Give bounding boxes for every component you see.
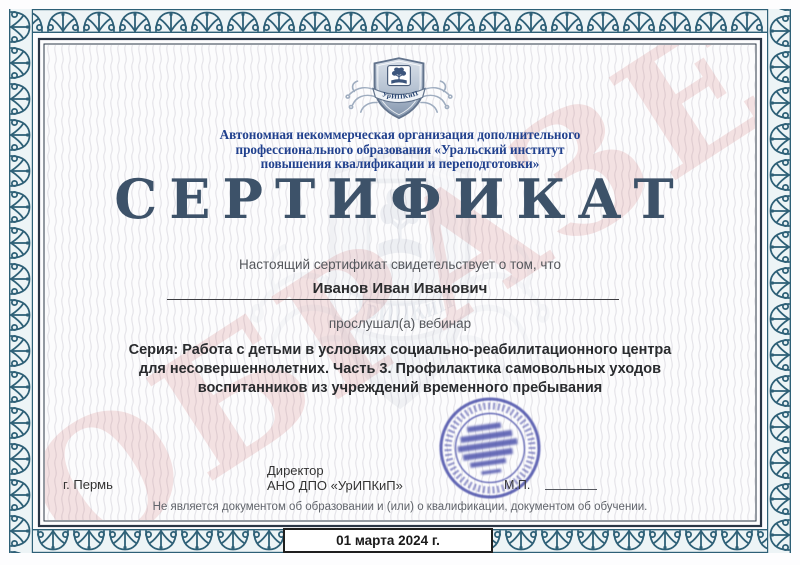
recipient-underline [167,299,619,300]
certificate-title: СЕРТИФИКАТ [114,167,686,231]
disclaimer-text: Не является документом об образовании и (или) о квалификации, документом об обучении. [152,501,648,513]
director-title: Директор [267,463,324,478]
director-organization: АНО ДПО «УрИПКиП» [267,478,403,493]
director-signature-block [267,463,403,493]
completion-text: прослушал(а) вебинар [328,316,472,331]
organization-name-line: повышения квалификации и переподготовки» [260,156,540,172]
course-title: Серия: Работа с детьми в условиях социально-реабилитационного центра для несовершеннолетних. Часть 3. Профилактика самовольных уходов воспитанников из учреждений временного пребывания [128,342,672,396]
issue-date: 01 марта 2024 г. [336,533,440,548]
issue-date-box [283,528,493,553]
city-label: г. Пермь [63,477,113,492]
institute-emblem-logo [338,56,460,124]
organization-name-line: Автономная некоммерческая организация дополнительного [219,127,581,142]
signature-line [545,489,597,490]
recipient-name: Иванов Иван Иванович [312,280,488,297]
organization-name-line: профессионального образования «Уральский институт [235,141,565,157]
statement-text: Настоящий сертификат свидетельствует о том, что [239,257,561,272]
organization-name [0,128,800,172]
stamp-place-mark: М.П. [504,478,531,492]
